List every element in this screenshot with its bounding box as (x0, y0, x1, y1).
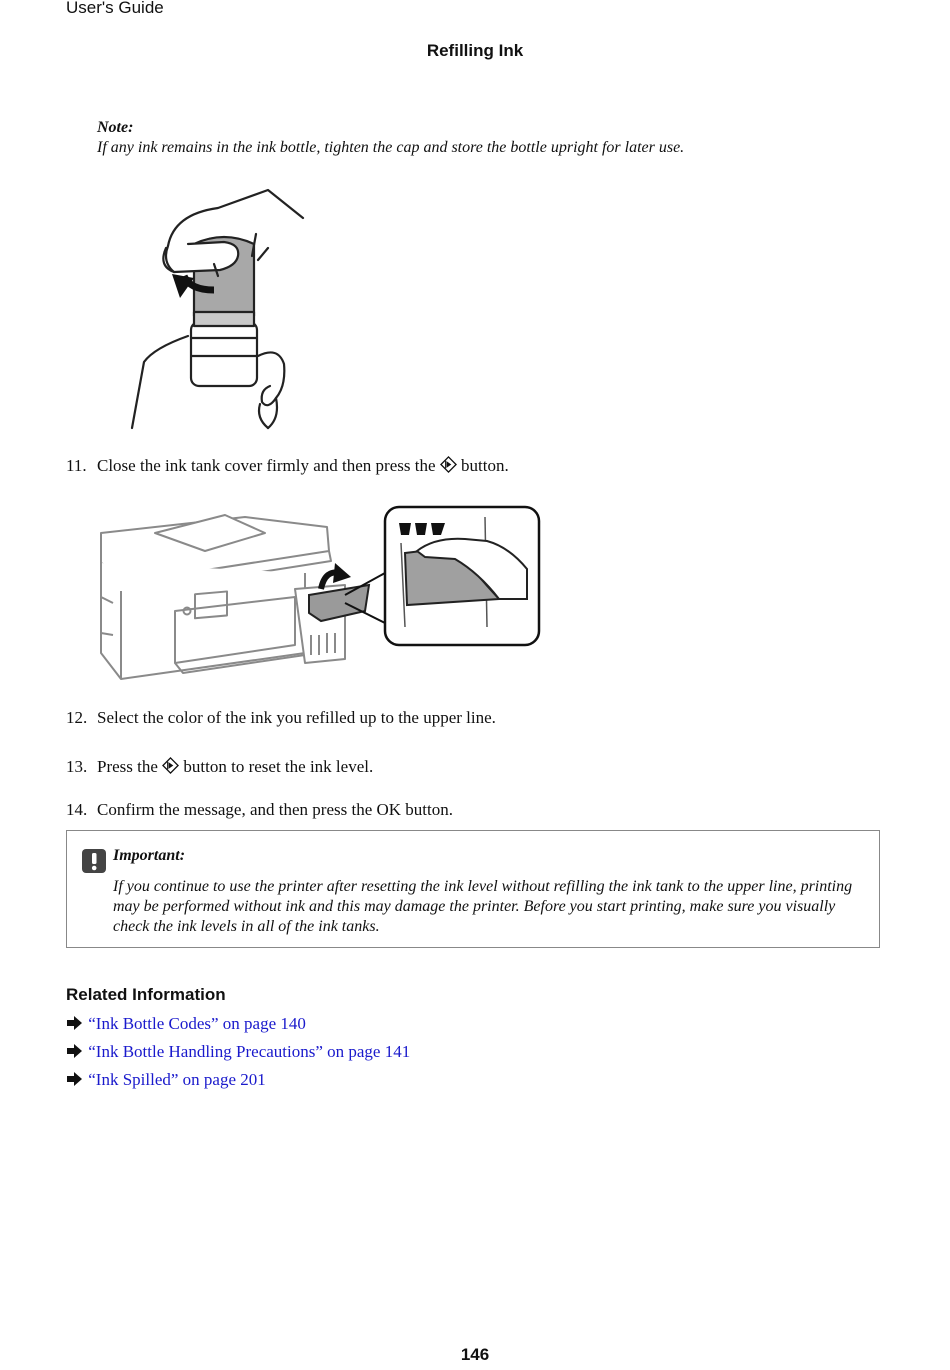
note-text: If any ink remains in the ink bottle, tighten the cap and store the bottle upright for later use. (97, 139, 685, 156)
related-link-row (66, 1014, 306, 1034)
right-arrow-icon (66, 1072, 84, 1086)
step-text: Press the (97, 757, 158, 776)
step-13 (66, 757, 373, 777)
step-number: 13. (66, 757, 88, 776)
step-number: 14. (66, 800, 88, 819)
start-button-icon (440, 456, 457, 473)
step-number: 11. (66, 456, 87, 475)
related-link-ink-spilled[interactable]: “Ink Spilled” on page 201 (88, 1070, 266, 1089)
step-text-after: button. (461, 456, 509, 475)
page-number: 146 (460, 1345, 490, 1364)
related-information-heading: Related Information (66, 985, 226, 1004)
bottle-cap-illustration (128, 186, 308, 431)
section-title: Refilling Ink (426, 41, 524, 60)
exclamation-icon (82, 849, 106, 873)
related-link-row (66, 1042, 410, 1062)
step-text: Select the color of the ink you refilled up to the upper line. (97, 708, 496, 727)
related-link-ink-bottle-codes[interactable]: “Ink Bottle Codes” on page 140 (88, 1014, 306, 1033)
right-arrow-icon (66, 1016, 84, 1030)
important-text: If you continue to use the printer after resetting the ink level without refilling the ink tank to the upper line, printing may be performed without ink and this may damage the printer. Before you start printing, make sure you visually check the ink levels in all of the ink tanks. (113, 878, 853, 935)
step-text: Close the ink tank cover firmly and then press the (97, 456, 436, 475)
note-label: Note: (97, 119, 134, 136)
printer-illustration (95, 503, 545, 683)
step-11 (66, 456, 509, 476)
related-link-handling-precautions[interactable]: “Ink Bottle Handling Precautions” on page 141 (88, 1042, 411, 1061)
step-12 (66, 708, 496, 728)
step-number: 12. (66, 708, 88, 727)
related-link-row (66, 1070, 266, 1090)
header-guide-title: User's Guide (66, 0, 164, 17)
start-button-icon (162, 757, 179, 774)
step-14 (66, 800, 453, 820)
right-arrow-icon (66, 1044, 84, 1058)
step-text: Confirm the message, and then press the OK button. (97, 800, 453, 819)
important-notice-box (66, 830, 880, 948)
step-text-after: button to reset the ink level. (183, 757, 374, 776)
important-label: Important: (113, 847, 186, 864)
